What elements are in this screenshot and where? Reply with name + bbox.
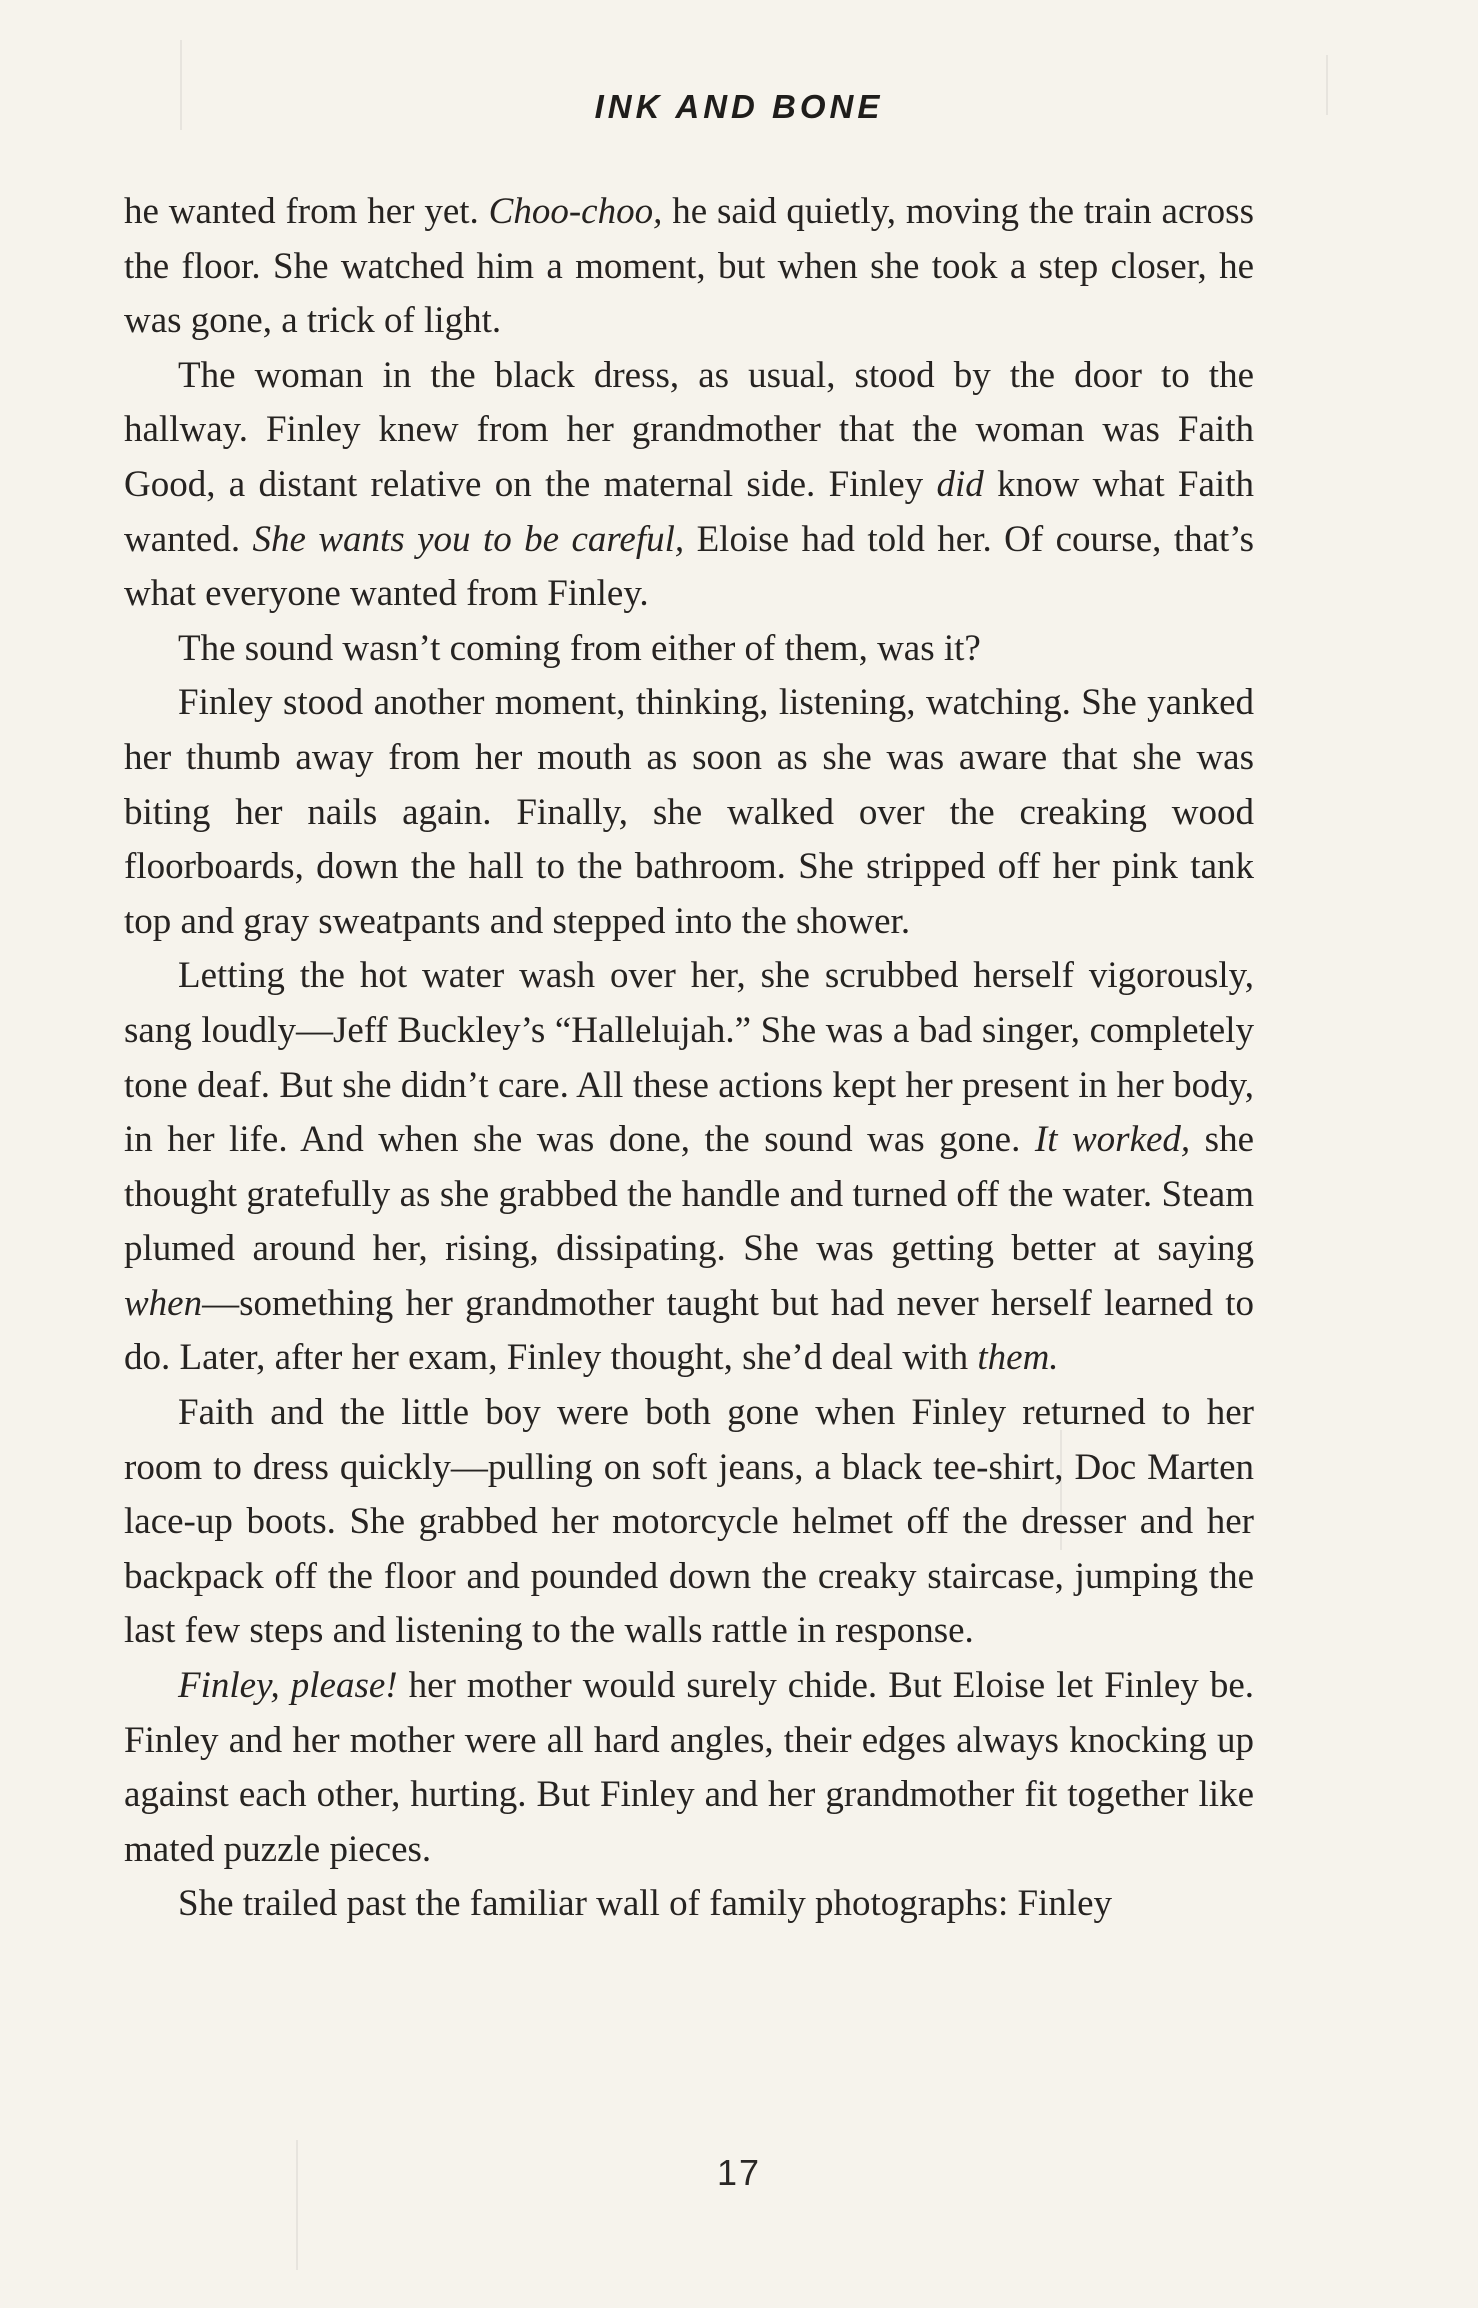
paragraph: [124, 185, 1254, 349]
text-run: The sound wasn’t coming from either of them, was it?: [178, 627, 981, 669]
text-run: Eloise had told her. Of course, that’s what everyone wanted from Finley.: [124, 518, 1254, 615]
paragraph: [124, 349, 1254, 622]
text-run: she thought gratefully as she grabbed the handle and turned off the water. Steam plumed around her, rising, dissipating. She was getting better at saying: [124, 1119, 1255, 1270]
italic-run: them.: [977, 1337, 1059, 1379]
body-text: [124, 185, 1254, 1932]
text-run: —something her grandmother taught but had never herself learned to do. Later, after her exam, Finley thought, she’d deal with: [124, 1282, 1254, 1379]
paragraph: [124, 1659, 1254, 1877]
paragraph: [124, 1386, 1254, 1659]
paragraph: [124, 622, 1254, 677]
text-run: The woman in the black dress, as usual, stood by the door to the hallway. Finley knew from her grandmother that the woman was Faith Good, a distant relative on the maternal side. Finley: [124, 354, 1254, 505]
italic-run: did: [936, 463, 984, 505]
italic-run: Choo-choo,: [488, 191, 663, 232]
paragraph: [124, 949, 1254, 1386]
text-run: he wanted from her yet.: [124, 191, 489, 232]
text-run: Letting the hot water wash over her, she scrubbed herself vigorously, sang loudly—Jeff Buckley’s “Hallelujah.” She was a bad singer, completely tone deaf. But she didn’t care. All these actions kept her present in her body, in her life. And when she was done, the sound was gone.: [124, 955, 1254, 1161]
italic-run: Finley, please!: [178, 1665, 398, 1707]
italic-run: when: [124, 1282, 203, 1324]
italic-run: It worked,: [1034, 1119, 1191, 1161]
text-run: Faith and the little boy were both gone when Finley returned to her room to dress quickly—pulling on soft jeans, a black tee-shirt, Doc Marten lace-up boots. She grabbed her motorcycle helmet off the dresser and her backpack off the floor and pounded down the creaky staircase, jumping the last few steps and listening to the walls rattle in response.: [124, 1392, 1254, 1652]
text-run: know what Faith wanted.: [124, 463, 1254, 560]
italic-run: She wants you to be careful,: [252, 518, 685, 560]
running-head: INK AND BONE: [594, 88, 884, 125]
text-run: he said quietly, moving the train across the floor. She watched him a moment, but when she took a step closer, he was gone, a trick of light.: [124, 191, 1254, 342]
text-run: Finley stood another moment, thinking, listening, watching. She yanked her thumb away from her mouth as soon as she was aware that she was biting her nails again. Finally, she walked over the creaking wood floorboards, down the hall to the bathroom. She stripped off her pink tank top and gray sweatpants and stepped into the shower.: [124, 682, 1254, 942]
text-run: She trailed past the familiar wall of family photographs: Finley: [178, 1883, 1113, 1925]
page-number: 17: [716, 2152, 762, 2193]
text-run: her mother would surely chide. But Eloise let Finley be. Finley and her mother were all hard angles, their edges always knocking up against each other, hurting. But Finley and her grandmother fit together like mated puzzle pieces.: [124, 1665, 1255, 1870]
paragraph: [124, 1877, 1254, 1932]
paragraph: [124, 676, 1254, 949]
